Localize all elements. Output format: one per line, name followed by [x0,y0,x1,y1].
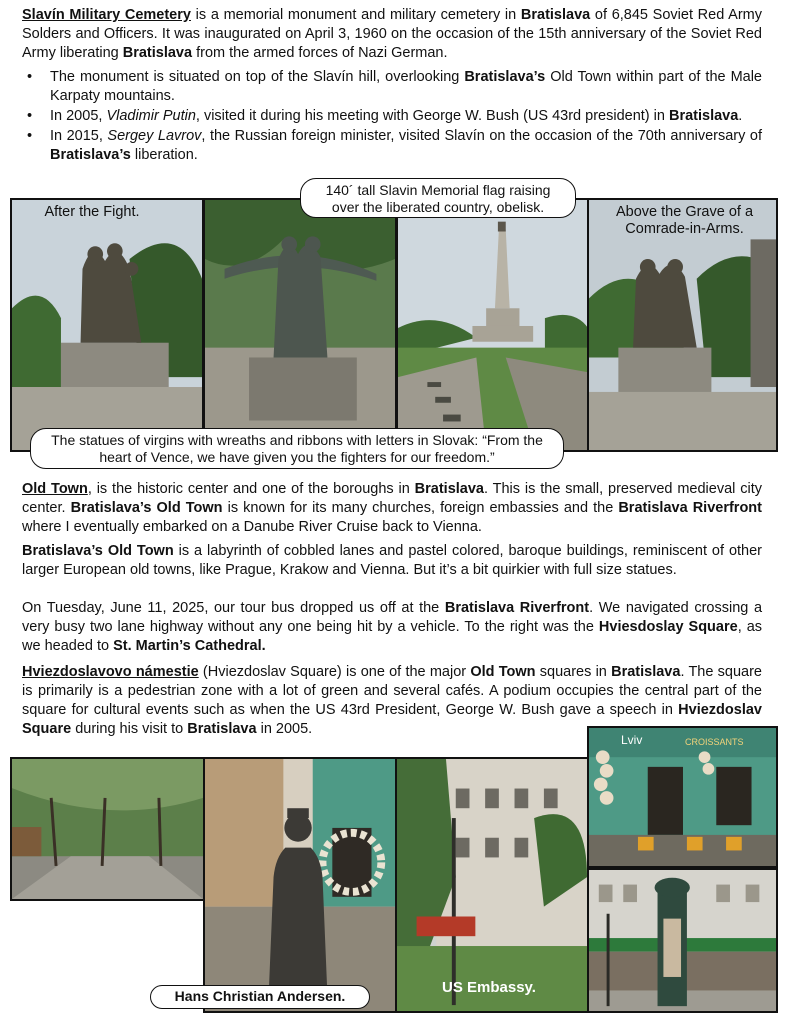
slavin-bullet-list [22,68,762,166]
text-span: The monument is situated on top of the Slavín hill, overlooking [50,69,465,85]
text-span: , visited it during his meeting with George W. Bush (US 43rd president) in [195,108,669,124]
text-span: Old Town within part of the Male Karpaty mountains. [50,69,762,104]
above-grave-caption: Above the Grave of a Comrade-in-Arms. [615,204,754,237]
text-span: liberation. [130,147,198,163]
slavin-title: Slavín Military Cemetery [22,7,191,23]
after-fight-caption: After the Fight. [44,204,140,220]
text-span: . [738,108,743,124]
bold-span: Old Town [470,664,536,680]
italic-span: Sergey Lavrov [107,128,202,144]
andersen-caption: Hans Christian Andersen. [150,985,370,1009]
embassy-caption: US Embassy. [442,979,536,996]
bold-span: Bratislava [668,108,739,124]
text-span: , as we headed to [22,619,763,654]
bold-span: Bratislava’s [464,69,546,85]
intro-paragraph [22,6,762,63]
text-span: , the Russian foreign minister, visited Slavín on the occasion of the 70th anniversary of [201,128,762,144]
text-span: (Hviezdoslav Square) is one of the major [198,664,471,680]
lviv-sign: Lviv [621,733,643,747]
text-span: from the armed forces of Nazi German. [192,45,448,61]
list-item [22,127,762,165]
text-span: . This is the small, preserved medieval city center. [22,481,763,516]
bold-span: Bratislava Riverfront [618,500,762,516]
bold-span: Bratislava Riverfront [444,600,590,616]
bold-span: Bratislava [520,7,591,23]
text-span: during his visit to [71,721,188,737]
text-span: On Tuesday, June 11, 2025, our tour bus dropped us off at the [22,600,445,616]
croissants-sign: CROISSANTS [685,737,744,747]
tour-bus-paragraph [22,599,762,656]
square-trees-photo [10,757,205,901]
labyrinth-paragraph [22,542,762,580]
text-span: In 2005, [50,108,107,124]
street-column-photo [587,868,778,1013]
square-heading: Hviezdoslavovo námestie [22,664,199,680]
text-span: where I eventually embarked on a Danube River Cruise back to Vienna. [22,519,482,535]
old-town-heading: Old Town [22,481,88,497]
text-span: in 2005. [256,721,313,737]
list-item [22,68,762,106]
bold-span: Bratislava [611,664,681,680]
andersen-statue-photo [174,757,397,1013]
lviv-croissants-photo [587,726,778,868]
bold-span: Bratislava’s Old Town [70,500,223,516]
text-span: , is the historic center and one of the boroughs in [87,481,415,497]
italic-span: Vladimir Putin [106,108,196,124]
bold-span: Bratislava [414,481,484,497]
bold-span: Bratislava’s [50,147,131,163]
us-embassy-photo [395,757,589,1013]
bold-span: Bratislava [122,45,193,61]
bold-span: Hviesdoslay Square [598,619,738,635]
bold-span: Bratislava’s Old Town [22,543,174,559]
bold-span: Bratislava [187,721,257,737]
text-span: In 2015, [50,128,108,144]
bold-span: Hviezdoslav Square [22,702,762,737]
text-span: . We navigated crossing a very busy two lane highway without any one being hit by a vehicle. To the right was the [22,600,763,635]
comrade-grave-photo [587,198,778,452]
after-the-fight-photo [10,198,204,452]
text-span: is known for its many churches, foreign embassies and the [222,500,619,516]
list-item [22,107,762,126]
text-span: is a memorial monument and military cemetery in [190,7,521,23]
text-span: of 6,845 Soviet Red Army Solders and Officers. It was inaugurated on April 3, 1960 on the occasion of the 15th anniversary of the Soviet Red Army liberating [22,7,762,61]
virgins-statue-photo [203,198,397,452]
text-span: is a labyrinth of cobbled lanes and pastel colored, baroque buildings, reminiscent of other larger European old towns, like Prague, Krakow and Vienna. But it’s a bit quirkier with full size statues. [22,543,762,578]
virgins-caption: The statues of virgins with wreaths and ribbons with letters in Slovak: “From the heart of Vence, we have given you the fighters for our freedom.” [30,428,564,469]
old-town-paragraph [22,480,762,537]
obelisk-caption: 140´ tall Slavin Memorial flag raising over the liberated country, obelisk. [300,178,576,218]
slavin-obelisk-photo [396,198,590,452]
bold-span: St. Martin’s Cathedral. [113,638,266,654]
text-span: squares in [535,664,612,680]
text-span: . The square is primarily is a pedestrian zone with a lot of green and several cafés. A podium occupies the central part of the square for cultural events such as when the US 43rd President, George W. Bush gave a speech in [22,664,762,718]
